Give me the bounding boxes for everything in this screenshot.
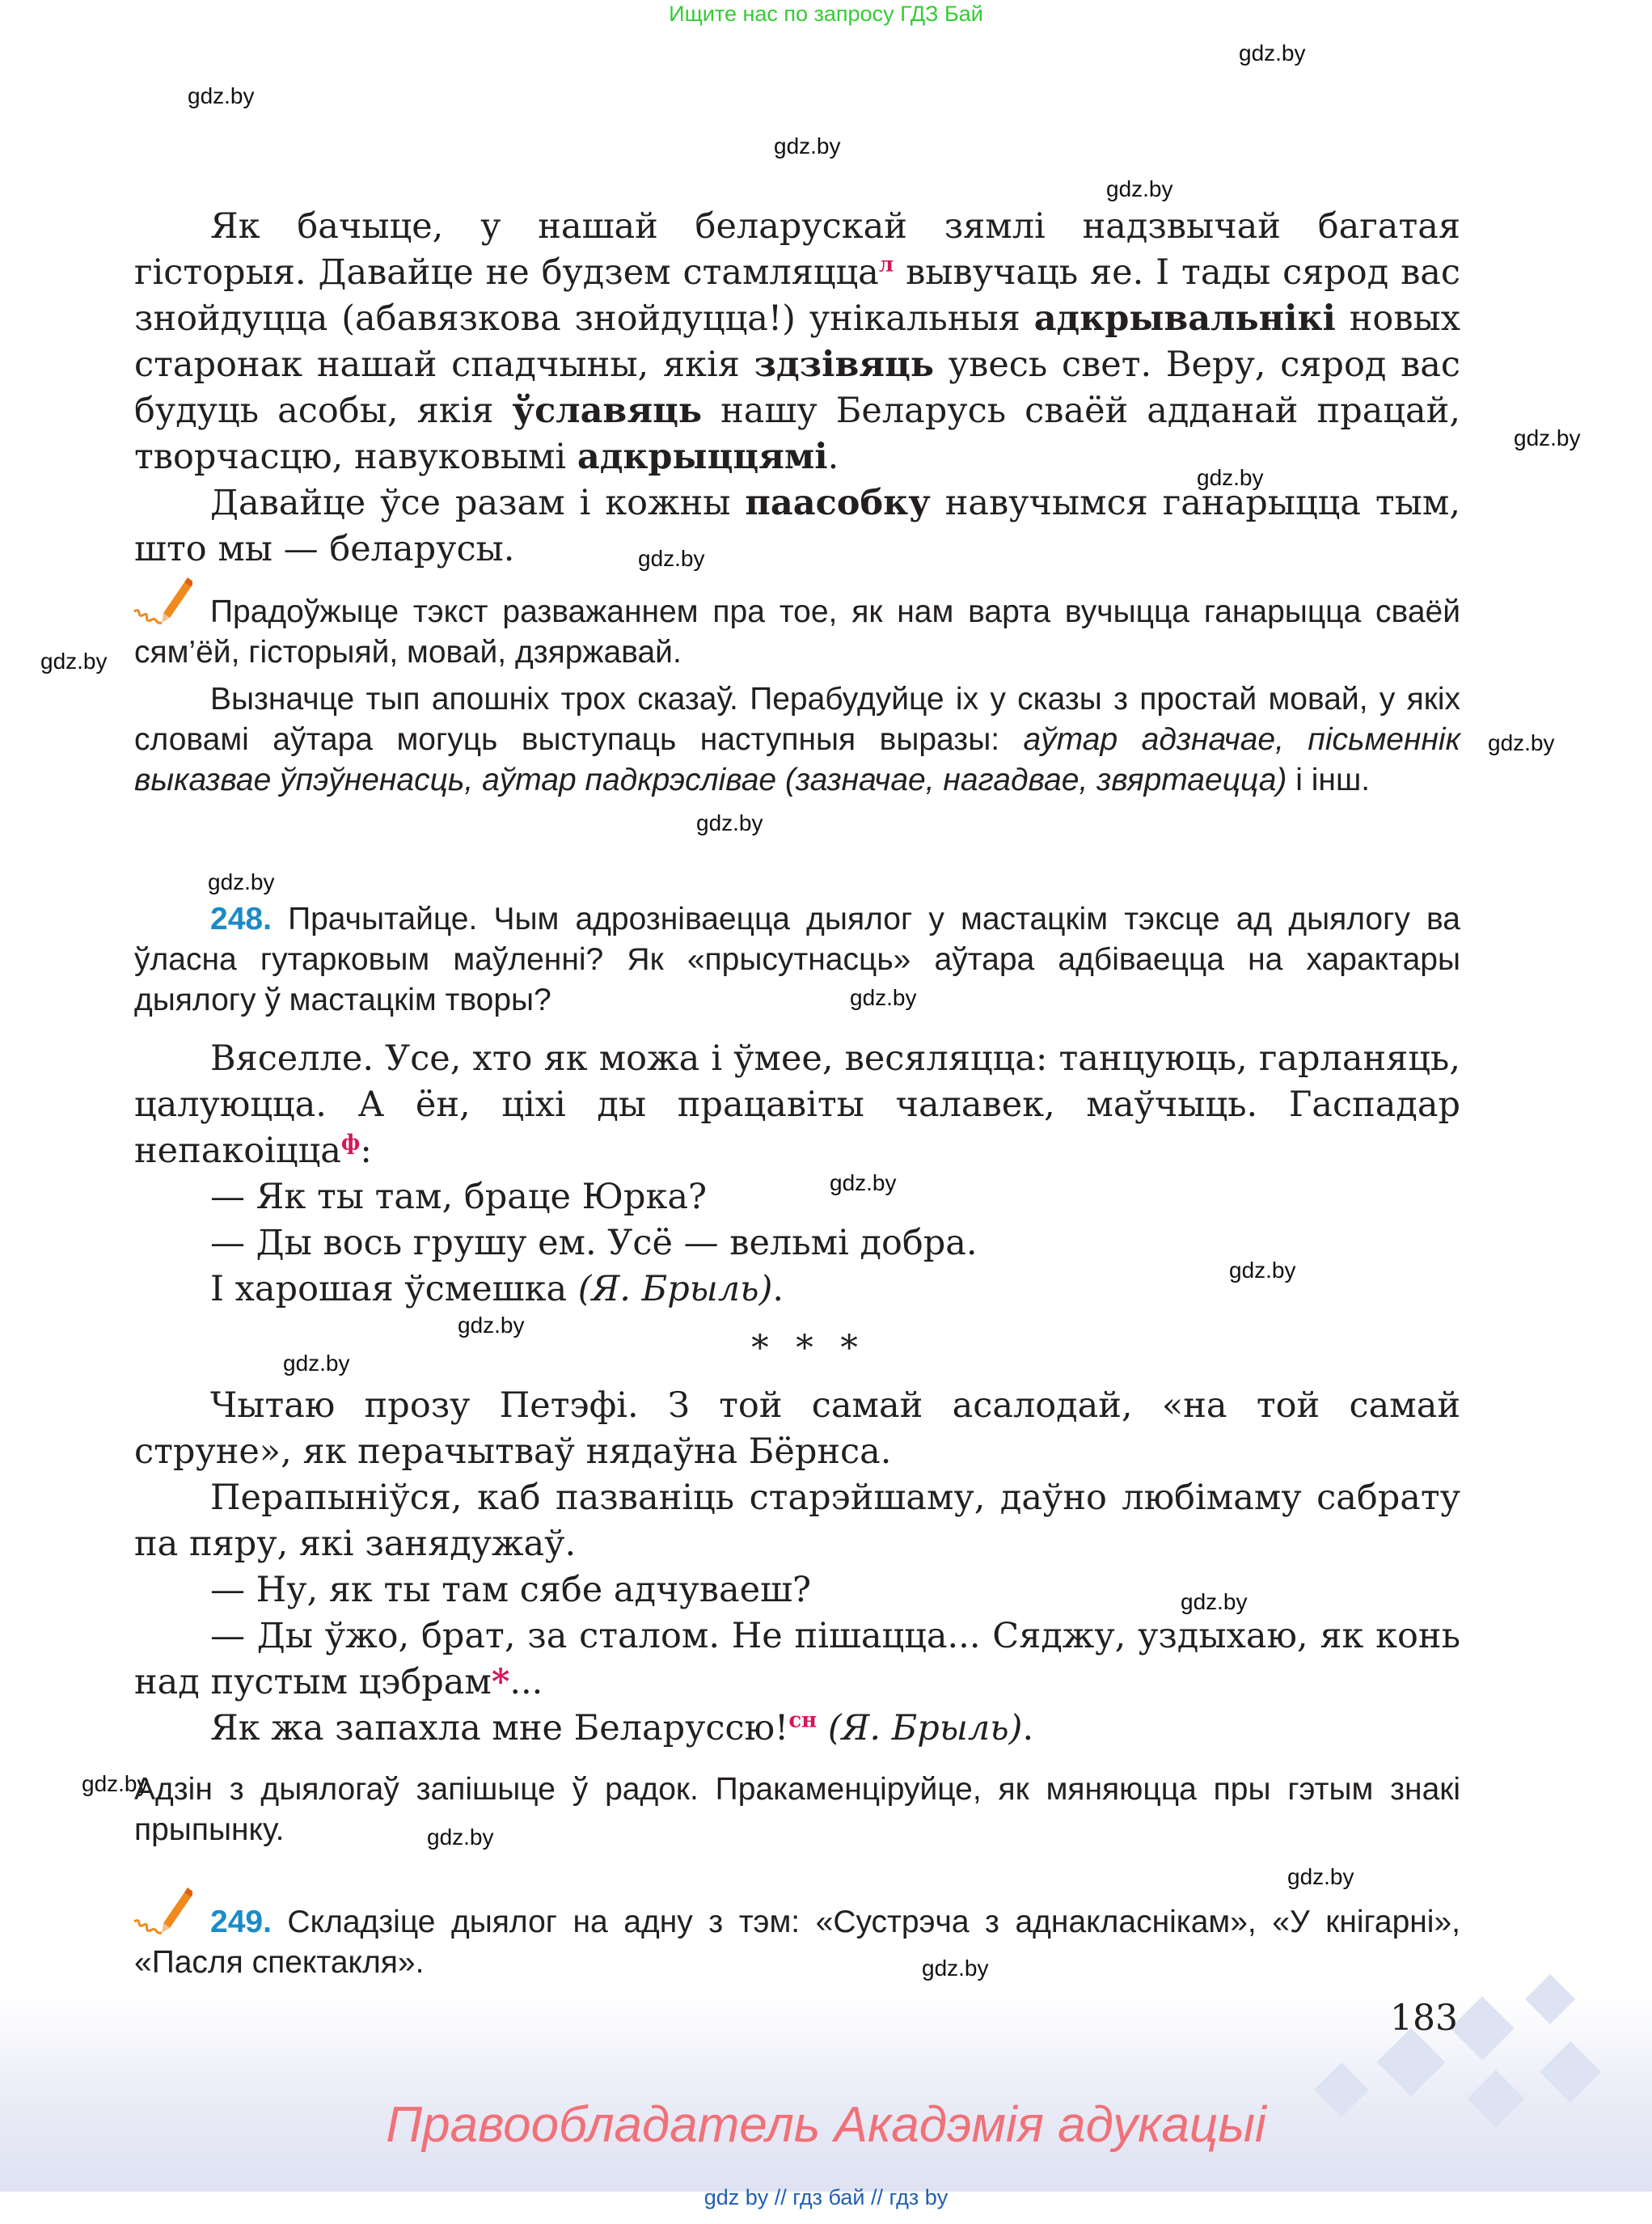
excerpt-2 xyxy=(134,1383,1460,1752)
intro-passage xyxy=(134,204,1460,573)
watermark: gdz.by xyxy=(82,1771,149,1796)
watermark: gdz.by xyxy=(188,83,255,108)
watermark: gdz.by xyxy=(427,1824,494,1850)
task-248-text: 248. Прачытайце. Чым адрозніваецца дыялог у мастацкім тэксце ад дыялогу ва ўласна гутарковым маўленні? Як «прысутнасць» аўтара адбіваецца на характары дыялогу ў мастацкім творы? xyxy=(134,902,1460,1017)
excerpt-1 xyxy=(134,1036,1460,1313)
watermark: gdz.by xyxy=(1106,176,1173,201)
watermark: gdz.by xyxy=(774,133,841,159)
excerpt-paragraph: І харошая ўсмешка (Я. Брыль). xyxy=(210,1269,784,1309)
watermark: gdz.by xyxy=(208,869,275,894)
watermark: gdz.by xyxy=(638,546,705,571)
section-separator: * * * xyxy=(751,1328,866,1368)
watermark: gdz.by xyxy=(1229,1258,1296,1283)
task-248-note xyxy=(134,1769,1460,1850)
intro-tasks xyxy=(134,592,1460,801)
page-number: 183 xyxy=(1390,1998,1458,2039)
task-text: Адзін з дыялогаў запішыце ў радок. Пракаменціруйце, як мяняюцца пры гэтым знакі прыпынку. xyxy=(134,1772,1460,1847)
watermark: gdz.by xyxy=(1287,1864,1354,1889)
watermark: gdz.by xyxy=(922,1956,989,1981)
task-249-text: 249. Складзіце дыялог на адну з тэм: «Сустрэча з аднакласнікам», «У кнігарні», «Пасля спектакля». xyxy=(134,1905,1460,1980)
dialogue-line: — Ды ўжо, брат, за сталом. Не пішацца... Сяджу, уздыхаю, як конь над пустым цэбрам*... xyxy=(134,1616,1460,1702)
task-number: 248. xyxy=(210,902,272,937)
watermark: gdz.by xyxy=(1197,465,1264,490)
dialogue-line: — Ды вось грушу ем. Усё — вельмі добра. xyxy=(210,1223,978,1263)
watermark: gdz.by xyxy=(458,1313,525,1338)
excerpt-paragraph: Вяселле. Усе, хто як можа і ўмее, весяляцца: танцуюць, гарланяць, цалуюцца. А ён, ціхі ды працавіты чалавек, маўчыць. Гаспадар непакоіцца$^ф$: xyxy=(134,1038,1460,1171)
watermark: gdz.by xyxy=(830,1170,897,1195)
excerpt-paragraph: Як жа запахла мне Беларуссю!$^{сн}$ (Я. Брыль). xyxy=(210,1708,1034,1748)
intro-paragraph-2: Давайце ўсе разам і кожны паасобку навучымся ганарыцца тым, што мы — беларусы. xyxy=(134,483,1460,569)
intro-paragraph-1: Як бачыце, у нашай беларускай зямлі надзвычай багатая гісторыя. Давайце не будзем стамляцца$^л$ вывучаць яе. І тады сярод вас знойдуцца (абавязкова знойдуцца!) унікальныя адкрывальнікі новых старонак нашай спадчыны, якія здзівяць увесь свет. Веру, сярод вас будуць асобы, якія ўславяць нашу Беларусь сваёй адданай працай, творчасцю, навуковымі адкрыццямі. xyxy=(134,206,1460,477)
dialogue-line: — Як ты там, браце Юрка? xyxy=(210,1177,708,1217)
watermark: gdz.by xyxy=(1488,730,1555,755)
watermark: gdz.by xyxy=(1181,1589,1248,1614)
watermark: gdz.by xyxy=(40,649,108,674)
watermark: gdz.by xyxy=(696,810,763,835)
task-number: 249. xyxy=(210,1905,272,1939)
task-text: Вызначце тып апошніх трох сказаў. Перабудуйце іх у сказы з простай мовай, у якіх словамі аўтара могуць выступаць наступныя выразы: аўтар адзначае, пісьменнік выказвае ўпэўненасць, аўтар падкрэслівае (зазначае, нагадвае, звяртаецца) і інш. xyxy=(134,682,1460,797)
watermark: gdz.by xyxy=(1514,425,1581,450)
excerpt-paragraph: Чытаю прозу Петэфі. З той самай асалодай, «на той самай струне», як перачытваў нядаўна Бёрнса. xyxy=(134,1385,1460,1472)
bottom-links[interactable]: gdz by // гдз бай // гдз by xyxy=(703,2185,949,2209)
task-text: Прадоўжыце тэкст разважаннем пра тое, як нам варта вучыцца ганарыцца сваёй сям’ёй, гісторыяй, мовай, дзяржавай. xyxy=(134,594,1460,670)
dialogue-line: — Ну, як ты там сябе адчуваеш? xyxy=(210,1570,812,1610)
watermark: gdz.by xyxy=(850,985,917,1010)
copyright-notice: Правообладатель Акадэмія адукацыі xyxy=(386,2097,1266,2153)
top-banner[interactable]: Ищите нас по запросу ГДЗ Бай xyxy=(669,2,983,26)
task-248 xyxy=(134,899,1460,1021)
watermark: gdz.by xyxy=(1239,40,1306,66)
watermark: gdz.by xyxy=(283,1351,350,1376)
excerpt-paragraph: Перапыніўся, каб пазваніць старэйшаму, даўно любімаму сабрату па пяру, які занядужаў. xyxy=(134,1478,1460,1564)
task-249 xyxy=(134,1902,1460,1983)
